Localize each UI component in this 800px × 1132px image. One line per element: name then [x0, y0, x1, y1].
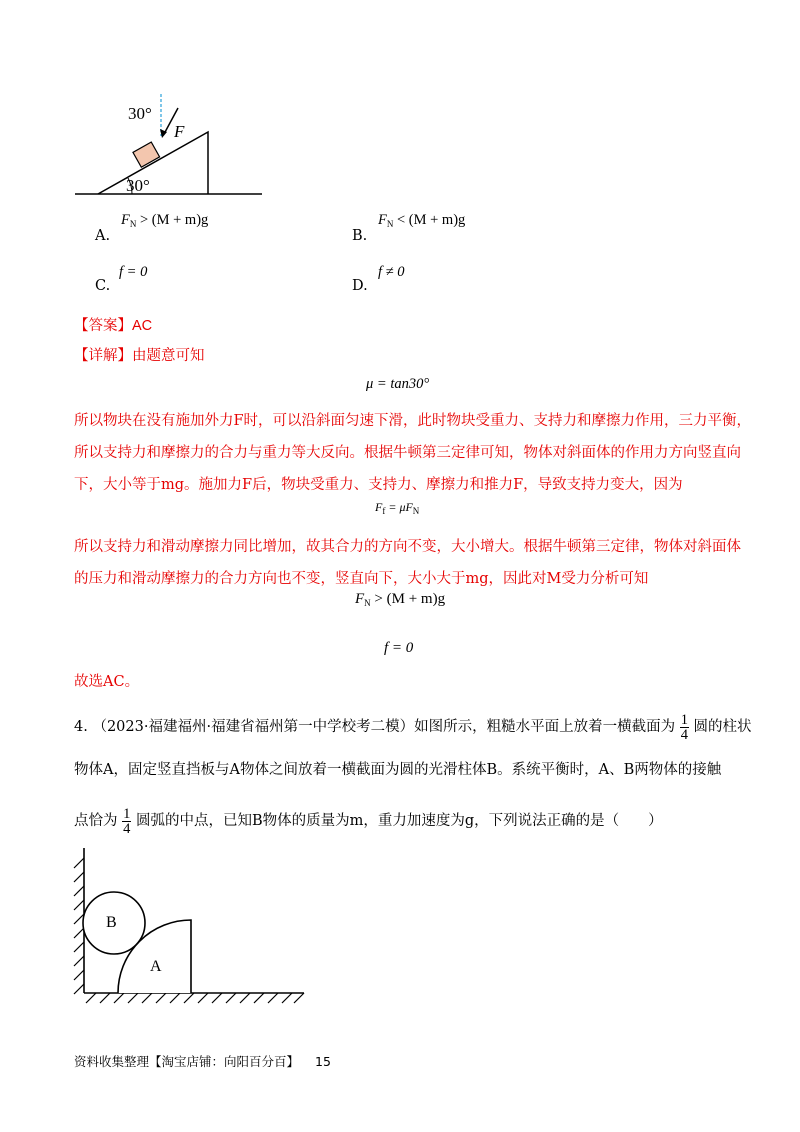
explanation-line: 所以支持力和摩擦力的合力与重力等大反向。根据牛顿第三定律可知，物体对斜面体的作用力方向竖直向	[74, 445, 741, 461]
eq2-mid: = μF	[385, 500, 413, 514]
eq2-rsub: N	[412, 506, 420, 516]
explanation-line: 所以物块在没有施加外力F时，可以沿斜面匀速下滑，此时物块受重力、支持力和摩擦力作用，三力平衡，	[74, 413, 752, 429]
question-text: 圆的柱状	[693, 719, 752, 735]
option-d-formula: f ≠ 0	[378, 264, 405, 280]
option-a	[95, 210, 355, 246]
cylinder-b-label: B	[106, 914, 117, 931]
eq3-sub: N	[364, 598, 371, 608]
equation-normal-force	[355, 591, 445, 608]
equation-mu: μ = tan30°	[366, 376, 430, 392]
option-d	[352, 262, 552, 298]
option-a-letter: A.	[95, 228, 111, 244]
fraction-quarter: $\frac{1}{4}$	[123, 805, 131, 837]
eq3-rel: > (M + m)g	[370, 591, 446, 607]
option-c-letter: C.	[95, 278, 111, 294]
option-b	[352, 210, 612, 246]
option-b-sub: N	[386, 219, 394, 229]
equation-friction	[375, 500, 419, 516]
force-label: F	[174, 122, 185, 141]
page-number: 15	[315, 1054, 331, 1069]
incline-figure	[70, 92, 270, 202]
eq2-lhs: F	[375, 500, 383, 514]
eq3-lhs: F	[355, 591, 365, 607]
explanation-paragraph-2	[74, 531, 741, 595]
angle-bottom-label: 30°	[126, 176, 150, 195]
fraction-quarter: $\frac{1}{4}$	[680, 711, 688, 743]
option-a-formula	[121, 210, 208, 234]
answer-line	[74, 316, 152, 336]
question-source: （2023·福建福州·福建省福州第一中学校考二模）	[92, 719, 415, 735]
footer-text: 资料收集整理【淘宝店铺：向阳百分百】	[74, 1054, 300, 1069]
explanation-line: 所以支持力和滑动摩擦力同比增加，故其合力的方向不变，大小增大。根据牛顿第三定律，物体对斜面体	[74, 539, 741, 555]
incline-diagram	[70, 92, 270, 202]
option-b-lhs: F	[378, 212, 387, 228]
eq2-lsub: f	[382, 506, 386, 516]
cylinders-figure	[66, 846, 316, 1006]
angle-top-label: 30°	[128, 104, 152, 123]
option-a-sub: N	[129, 219, 137, 229]
block-a-label: A	[150, 958, 162, 975]
option-a-rel: > (M + m)g	[139, 212, 209, 228]
detail-tag: 【详解】	[74, 348, 132, 364]
question-text: 圆弧的中点，已知B物体的质量为m，重力加速度为g，下列说法正确的是（ ）	[135, 813, 663, 829]
detail-line	[74, 346, 205, 366]
question-text: 点恰为	[74, 813, 118, 829]
question-4-line-3	[74, 806, 663, 836]
equation-friction-zero: f = 0	[384, 640, 414, 656]
option-c	[95, 262, 295, 298]
explanation-line: 的压力和滑动摩擦力的合力方向也不变，竖直向下，大小大于mg，因此对M受力分析可知	[74, 571, 649, 587]
page-footer	[74, 1052, 331, 1070]
option-b-rel: < (M + m)g	[396, 212, 466, 228]
cylinders-diagram	[66, 846, 316, 1006]
explanation-line: 下，大小等于mg。施加力F后，物块受重力、支持力、摩擦力和推力F，导致支持力变大，因为	[74, 477, 683, 493]
question-number: 4.	[74, 719, 88, 735]
detail-intro: 由题意可知	[132, 348, 205, 364]
option-a-lhs: F	[121, 212, 130, 228]
answer-tag: 【答案】	[74, 318, 132, 334]
option-c-formula: f = 0	[119, 264, 148, 280]
option-b-formula	[378, 210, 465, 234]
answer-value: AC	[132, 318, 153, 334]
conclusion: 故选AC。	[74, 674, 140, 690]
question-4-line-1	[74, 712, 752, 742]
question-4-line-2: 物体A，固定竖直挡板与A物体之间放着一横截面为圆的光滑柱体B。系统平衡时，A、B两物体的接触	[74, 762, 722, 778]
explanation-paragraph-1	[74, 405, 751, 501]
option-d-letter: D.	[352, 278, 368, 294]
option-b-letter: B.	[352, 228, 368, 244]
question-text: 如图所示，粗糙水平面上放着一横截面为	[414, 719, 676, 735]
